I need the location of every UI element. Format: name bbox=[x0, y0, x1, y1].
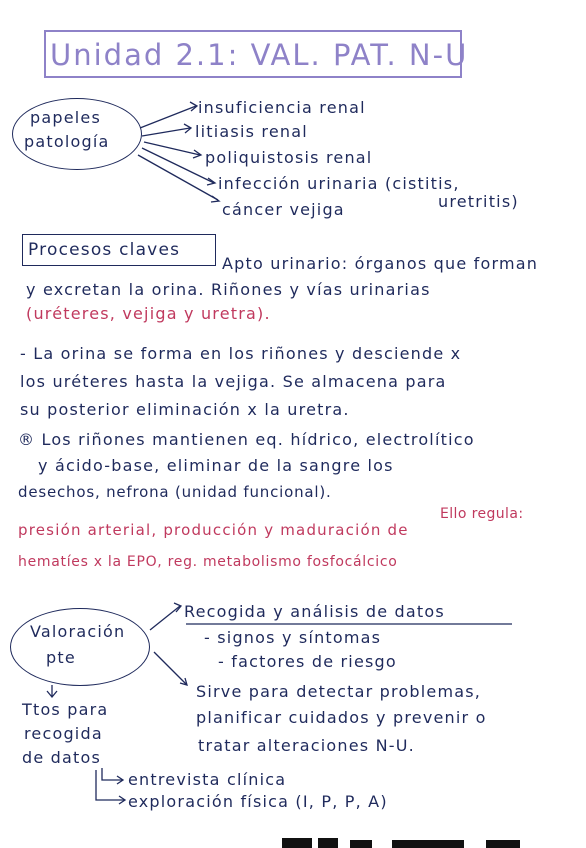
valoracion-oval-label-2: pte bbox=[46, 648, 76, 667]
rinones-line-2: y ácido-base, eliminar de la sangre los bbox=[38, 456, 394, 475]
valoracion-branch-1: Recogida y análisis de datos bbox=[184, 602, 445, 621]
rinones-line-1: ® Los riñones mantienen eq. hídrico, electrolítico bbox=[18, 430, 475, 449]
valoracion-sirve-2: planificar cuidados y prevenir o bbox=[196, 708, 487, 727]
rinones-line-3b: Ello regula: bbox=[440, 506, 524, 522]
valoracion-oval-label-1: Valoración bbox=[30, 622, 126, 641]
valoracion-sub-2: - factores de riesgo bbox=[218, 652, 397, 671]
page-title: Unidad 2.1: VAL. PAT. N-U bbox=[50, 38, 469, 72]
papeles-oval-label-2: patología bbox=[24, 132, 110, 151]
papeles-item-1: insuficiencia renal bbox=[198, 98, 366, 117]
valoracion-oval bbox=[10, 608, 150, 686]
valoracion-left-2: recogida bbox=[24, 724, 103, 743]
papeles-item-3: poliquistosis renal bbox=[205, 148, 373, 167]
rinones-line-3a: desechos, nefrona (unidad funcional). bbox=[18, 483, 332, 501]
valoracion-left-3: de datos bbox=[22, 748, 102, 767]
valoracion-sub-1: - signos y síntomas bbox=[204, 628, 382, 647]
valoracion-sirve-1: Sirve para detectar problemas, bbox=[196, 682, 482, 701]
papeles-oval-label-1: papeles bbox=[30, 108, 101, 127]
procesos-label: Procesos claves bbox=[28, 240, 181, 260]
bottom-edge-shapes bbox=[0, 832, 586, 848]
procesos-line-2: y excretan la orina. Riñones y vías urinarias bbox=[26, 280, 431, 299]
valoracion-sirve-3: tratar alteraciones N-U. bbox=[198, 736, 415, 755]
rinones-line-5: hematíes x la EPO, reg. metabolismo fosfocálcico bbox=[18, 554, 398, 570]
valoracion-left-1: Ttos para bbox=[22, 700, 109, 719]
orina-line-2: los uréteres hasta la vejiga. Se almacena para bbox=[20, 372, 447, 391]
papeles-item-4-cont: uretritis) bbox=[438, 192, 519, 211]
orina-line-1: - La orina se forma en los riñones y desciende x bbox=[20, 344, 462, 363]
procesos-line-3: (uréteres, vejiga y uretra). bbox=[26, 304, 271, 323]
valoracion-tool-2: exploración física (I, P, P, A) bbox=[128, 792, 388, 811]
valoracion-tool-1: entrevista clínica bbox=[128, 770, 287, 789]
orina-line-3: su posterior eliminación x la uretra. bbox=[20, 400, 350, 419]
procesos-line-1: Apto urinario: órganos que forman bbox=[222, 254, 539, 273]
papeles-item-5: cáncer vejiga bbox=[222, 200, 345, 219]
rinones-line-4: presión arterial, producción y maduración de bbox=[18, 521, 409, 539]
papeles-item-4: infección urinaria (cistitis, bbox=[218, 174, 460, 193]
papeles-item-2: litiasis renal bbox=[195, 122, 308, 141]
